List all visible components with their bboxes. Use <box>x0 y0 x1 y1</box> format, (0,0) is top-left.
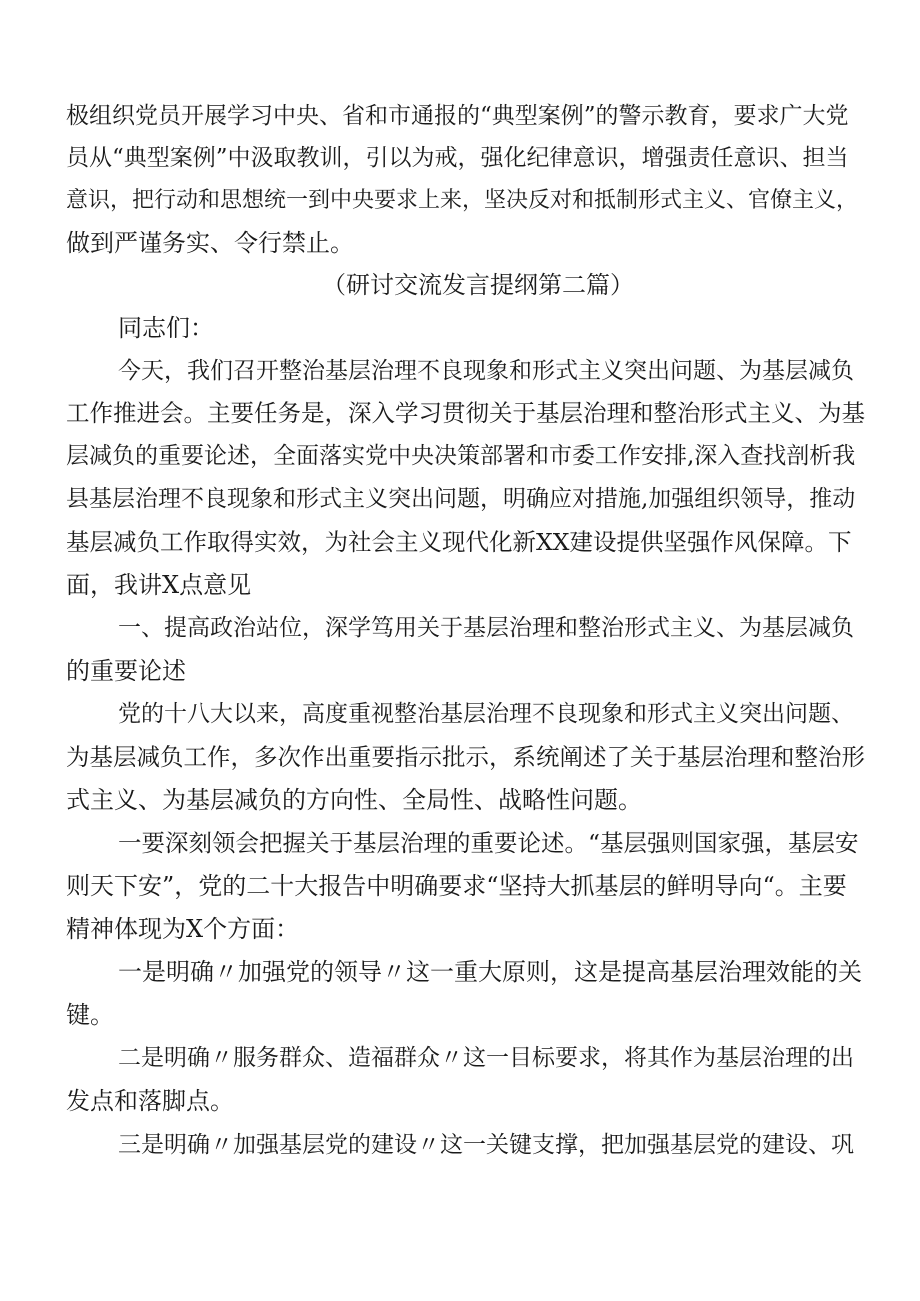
body-line: 员从“典型案例”中汲取教训，引以为戒，强化纪律意识，增强责任意识、担当 <box>66 145 849 171</box>
body-line: 面，我讲X点意见 <box>66 571 252 599</box>
body-line: 县基层治理不良现象和形式主义突出问题，明确应对措施,加强组织领导，推动 <box>66 486 856 512</box>
body-line: 极组织党员开展学习中央、省和市通报的“典型案例”的警示教育，要求广大党 <box>66 103 849 129</box>
salutation: 同志们： <box>118 314 214 342</box>
body-line: 做到严谨务实、令行禁止。 <box>66 229 354 257</box>
body-line: 基层减负工作取得实效，为社会主义现代化新XX建设提供坚强作风保障。下 <box>66 528 852 556</box>
body-line: 精神体现为X个方面： <box>66 915 300 943</box>
body-line: 工作推进会。主要任务是，深入学习贯彻关于基层治理和整治形式主义、为基 <box>66 399 865 427</box>
body-line: 为基层减负工作，多次作出重要指示批示，系统阐述了关于基层治理和整治形 <box>66 743 865 771</box>
body-line: 一要深刻领会把握关于基层治理的重要论述。“基层强则国家强，基层安 <box>118 829 859 857</box>
heading-line: 的重要论述 <box>66 657 186 685</box>
body-line: 意识，把行动和思想统一到中央要求上来，坚决反对和抵制形式主义、官僚主义， <box>66 188 859 213</box>
body-line: 层减负的重要论述，全面落实党中央决策部署和市委工作安排,深入查找剖析我 <box>66 443 856 469</box>
body-line: 发点和落脚点。 <box>66 1087 234 1115</box>
section-title: （研讨交流发言提纲第二篇） <box>322 271 634 299</box>
body-line: 键。 <box>66 1001 114 1029</box>
body-line: 一是明确〃加强党的领导〃这一重大原则，这是提高基层治理效能的关 <box>118 958 862 986</box>
body-line: 党的十八大以来，高度重视整治基层治理不良现象和形式主义突出问题、 <box>118 701 854 727</box>
heading-line: 一、提高政治站位，深学笃用关于基层治理和整治形式主义、为基层减负 <box>118 615 854 641</box>
body-line: 三是明确〃加强基层党的建设〃这一关键支撑，把加强基层党的建设、巩 <box>118 1132 854 1158</box>
body-line: 今天，我们召开整治基层治理不良现象和形式主义突出问题、为基层减负 <box>118 358 854 384</box>
body-line: 则天下安”，党的二十大报告中明确要求“坚持大抓基层的鲜明导向“。主要 <box>66 872 847 900</box>
body-line: 二是明确〃服务群众、造福群众〃这一目标要求，将其作为基层治理的出 <box>118 1045 854 1071</box>
body-line: 式主义、为基层减负的方向性、全局性、战略性问题。 <box>66 786 642 814</box>
